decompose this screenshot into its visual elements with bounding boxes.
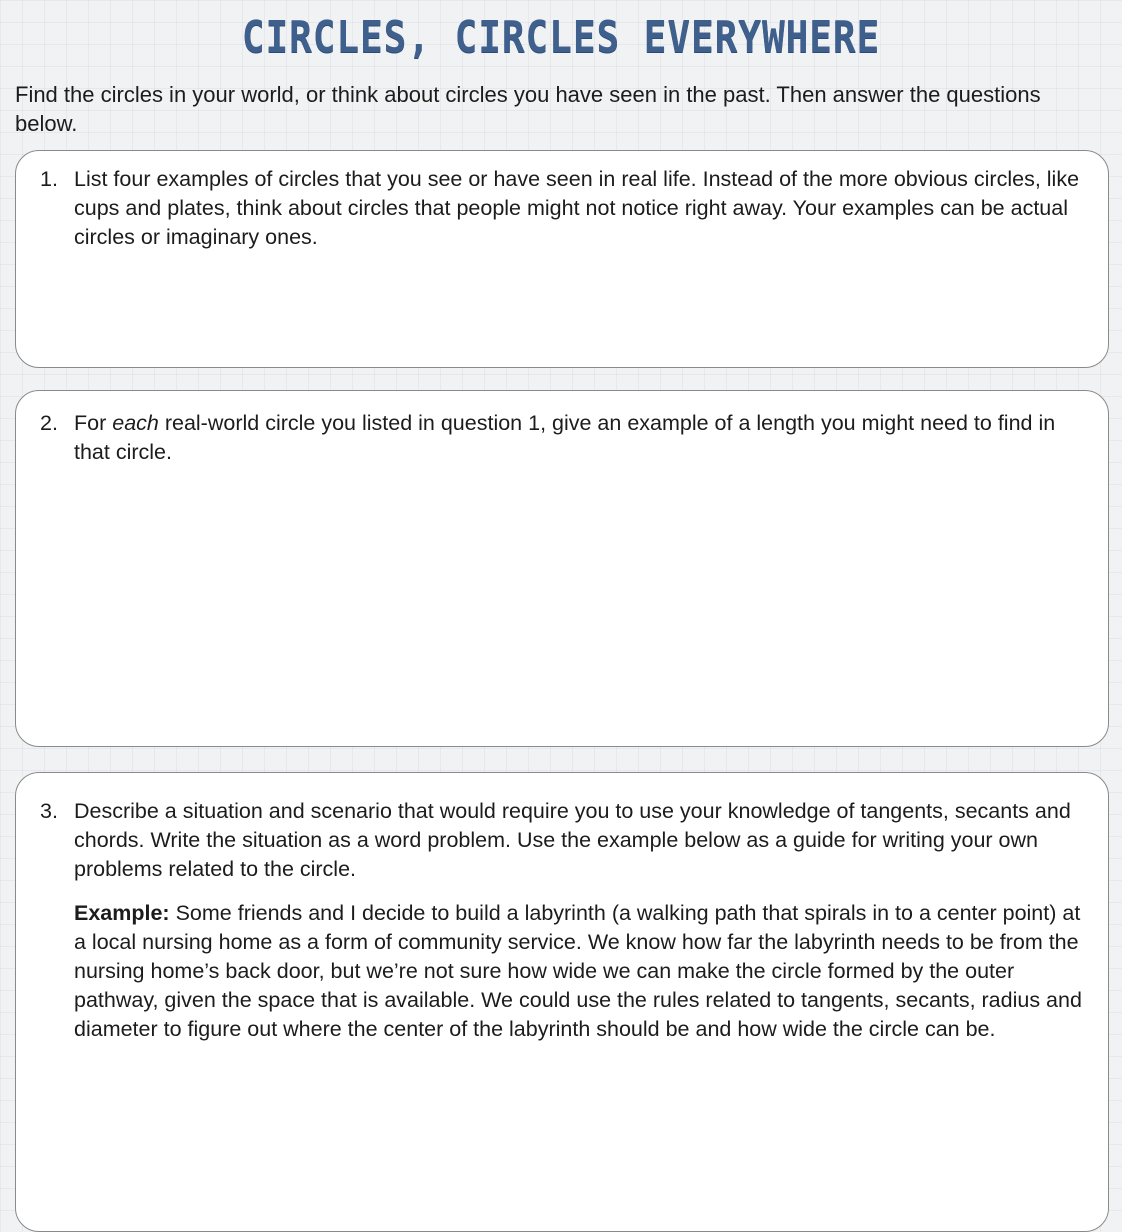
question-2-emphasis: each — [112, 411, 159, 435]
question-2-text — [74, 409, 1096, 467]
example-label: Example: — [74, 901, 170, 925]
example-paragraph — [74, 899, 1088, 1044]
intro-text: Find the circles in your world, or think about circles you have seen in the past. Then answer the questions below. — [15, 82, 1041, 136]
question-2-text-after: real-world circle you listed in question 1, give an example of a length you might need to find in that circle. — [74, 411, 1056, 464]
example-text: Some friends and I decide to build a labyrinth (a walking path that spirals in to a center point) at a local nursing home as a form of community service. We know how far the labyrinth needs to be from the nursing home’s back door, but we’re not sure how wide we can make the circle formed by the outer pathway, given the space that is available. We could use the rules related to tangents, secants, radius and diameter to figure out where the center of the labyrinth should be and how wide the circle can be. — [74, 901, 1082, 1041]
question-2-number: 2. — [40, 411, 58, 435]
question-1-number: 1. — [40, 167, 58, 191]
question-2-box[interactable] — [15, 390, 1109, 747]
question-2-text-before: For — [74, 411, 113, 435]
question-1-box[interactable] — [15, 150, 1109, 368]
question-3-text: Describe a situation and scenario that would require you to use your knowledge of tangents, secants and chords. Write the situation as a word problem. Use the example below as a guide for writing your own problems related to the circle. — [74, 799, 1071, 881]
page-title: CIRCLES, CIRCLES EVERYWHERE — [241, 12, 881, 63]
question-3-number: 3. — [40, 799, 58, 823]
question-3-box[interactable] — [15, 772, 1109, 1232]
question-1-text: List four examples of circles that you see or have seen in real life. Instead of the more obvious circles, like cups and plates, think about circles that people might not notice right away. Your examples can be actual circles or imaginary ones. — [74, 167, 1080, 249]
